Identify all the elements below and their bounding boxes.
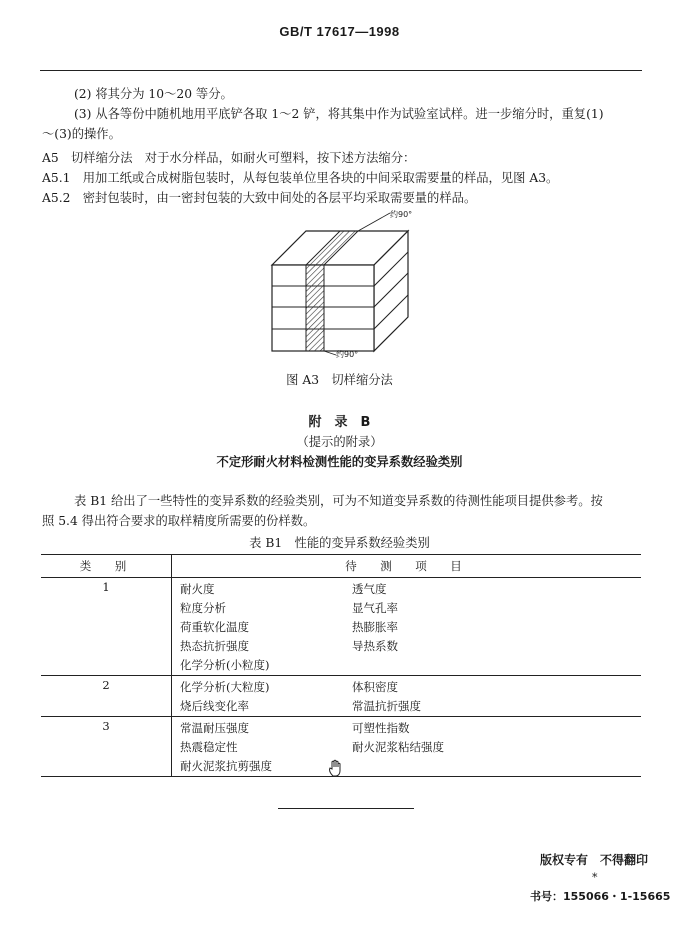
end-rule <box>278 808 414 809</box>
items-right-column: 体积密度 常温抗折强度 <box>352 680 421 713</box>
items-cell <box>172 717 642 777</box>
paragraph: ～(3)的操作。 <box>42 127 121 141</box>
category-cell: 3 <box>41 717 172 777</box>
appendix-heading: 不定形耐火材料检测性能的变异系数经验类别 <box>216 455 463 469</box>
variation-coefficient-table <box>41 554 641 777</box>
hand-cursor-icon <box>326 758 346 778</box>
standard-number-header: GB/T 17617—1998 <box>279 24 400 39</box>
copyright-notice: 版权专有 不得翻印 <box>540 853 649 867</box>
items-right-column: 透气度 显气孔率 热膨胀率 导热系数 <box>352 582 398 653</box>
angle-label-top: 约90° <box>390 210 413 219</box>
header-rule <box>40 70 642 71</box>
figure-caption: 图 A3 切样缩分法 <box>286 373 393 387</box>
section-a5-2: A5.2 密封包装时，由一密封包装的大致中间处的各层平均采取需要量的样品。 <box>42 191 477 205</box>
items-left-column: 化学分析(大粒度) 烧后线变化率 <box>180 680 270 713</box>
section-a5-1: A5.1 用加工纸或合成树脂包装时，从每包装单位里各块的中间采取需要量的样品，见图 A3。 <box>42 171 559 185</box>
appendix-title: 附 录 B <box>308 415 371 430</box>
paragraph: (2) 将其分为 10～20 等分。 <box>74 87 233 101</box>
table-header-row <box>41 555 641 578</box>
footer-star: * <box>592 871 598 884</box>
items-left-column: 耐火度 粒度分析 荷重软化温度 热态抗折强度 化学分析(小粒度) <box>180 582 270 672</box>
items-right-column: 可塑性指数 耐火泥浆粘结强度 <box>352 721 444 754</box>
intro-text: 照 5.4 得出符合要求的取样精度所需要的份样数。 <box>42 514 316 528</box>
header-items: 待 测 项 目 <box>172 555 642 578</box>
header-category: 类 别 <box>41 555 172 578</box>
cutting-sample-figure <box>262 205 432 365</box>
table-row <box>41 578 641 676</box>
table-caption: 表 B1 性能的变异系数经验类别 <box>249 536 430 550</box>
table-row <box>41 676 641 717</box>
items-left-column: 常温耐压强度 热震稳定性 耐火泥浆抗剪强度 <box>180 721 272 773</box>
section-a5: A5 切样缩分法 对于水分样品，如耐火可塑料，按下述方法缩分： <box>42 151 416 165</box>
paragraph: (3) 从各等份中随机地用平底铲各取 1～2 铲，将其集中作为试验室试样。进一步缩分时，重复(1) <box>74 107 604 121</box>
category-cell: 1 <box>41 578 172 676</box>
appendix-subtitle: （提示的附录） <box>296 435 383 449</box>
intro-text: 表 B1 给出了一些特性的变异系数的经验类别，可为不知道变异系数的待测性能项目提供参考。按 <box>74 494 603 508</box>
book-number: 书号：155066・1-15665 <box>530 890 671 903</box>
items-cell <box>172 578 642 676</box>
category-cell: 2 <box>41 676 172 717</box>
items-cell <box>172 676 642 717</box>
angle-label-bottom: 约90° <box>336 350 359 359</box>
